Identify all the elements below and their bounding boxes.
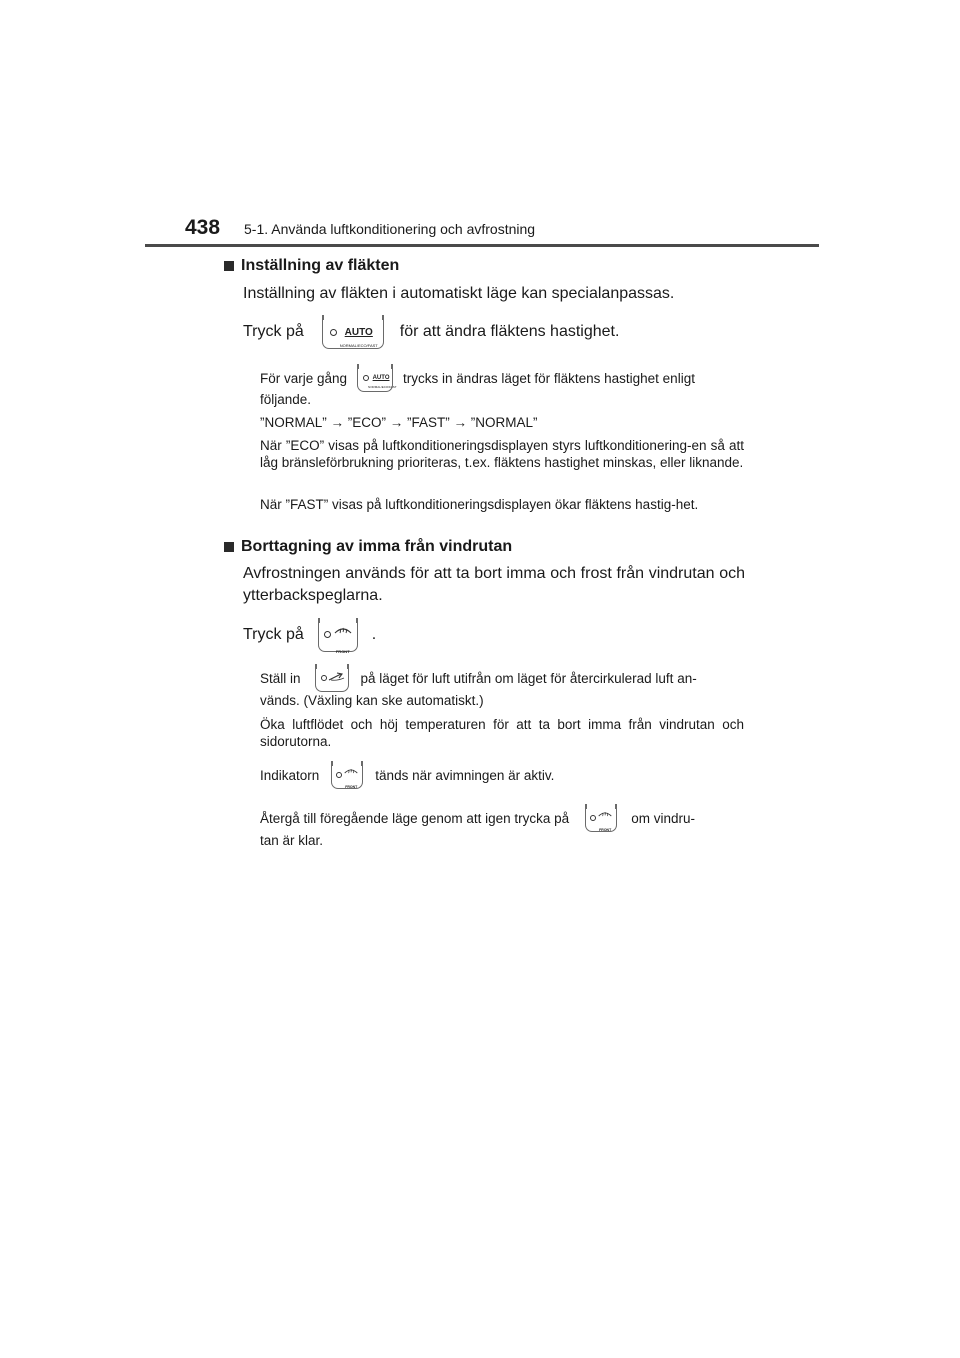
- fan-press-suffix: för att ändra fläktens hastighet.: [399, 323, 620, 340]
- fan-press-prefix: Tryck på: [243, 323, 304, 340]
- front-defroster-button-icon: [331, 761, 363, 789]
- indicator-suffix: tänds när avimningen är aktiv.: [375, 767, 555, 783]
- section-bullet-icon: [224, 542, 234, 552]
- fan-speed-sequence: ”NORMAL” → ”ECO” → ”FAST” → ”NORMAL”: [260, 415, 538, 430]
- defog-note1-prefix: Ställ in: [260, 670, 301, 686]
- return-prefix: Återgå till föregående läge genom att igen trycka på: [260, 810, 570, 826]
- auto-button-label: AUTO: [344, 327, 373, 338]
- fan-section-heading: [224, 257, 399, 275]
- defog-note1-suffix: på läget för luft utifrån om läget för återcirkulerad luft an-: [360, 670, 697, 686]
- header-divider: [145, 244, 819, 247]
- fan-intro: Inställning av fläkten i automatiskt läge kan specialanpassas.: [243, 285, 675, 302]
- defog-intro: Avfrostningen används för att ta bort imma och frost från vindrutan och ytterbackspeglarna.: [243, 565, 745, 604]
- indicator-line: [260, 761, 554, 789]
- defog-note1-cont: vänds. (Växling kan ske automatiskt.): [260, 693, 484, 708]
- front-button-label: FRONT: [335, 649, 350, 654]
- front-button-label-small: FRONT: [599, 828, 612, 832]
- return-suffix: om vindru-: [631, 810, 695, 826]
- auto-fan-button-icon: [357, 364, 397, 392]
- defog-press-suffix: .: [371, 626, 377, 643]
- outside-air-button-icon: [315, 664, 349, 692]
- defog-press-prefix: Tryck på: [243, 626, 304, 643]
- defroster-symbol-icon: [333, 624, 353, 638]
- return-line: [260, 804, 695, 832]
- return-cont: tan är klar.: [260, 833, 324, 848]
- page-number: 438: [185, 216, 221, 239]
- indicator-prefix: Indikatorn: [260, 767, 320, 783]
- fan-press-line: [243, 315, 619, 349]
- fan-note1-prefix: För varje gång: [260, 370, 348, 386]
- front-defroster-button-icon: [585, 804, 617, 832]
- auto-button-sublabel-small: NORMAL/ECO/FAST: [368, 385, 397, 389]
- fan-note1-cont: följande.: [260, 392, 312, 407]
- fan-note1-line: [260, 364, 695, 392]
- front-button-label-small: FRONT: [345, 785, 358, 789]
- auto-button-label-small: AUTO: [372, 375, 390, 381]
- defog-press-line: [243, 618, 376, 652]
- outside-air-symbol-icon: [328, 672, 346, 682]
- defog-note2: Öka luftflödet och höj temperaturen för att ta bort imma från vindrutan och sidorutorna.: [260, 717, 744, 749]
- front-defroster-button-icon: [318, 618, 358, 652]
- section-bullet-icon: [224, 261, 234, 271]
- defroster-symbol-icon: [343, 766, 359, 777]
- fan-note1-suffix: trycks in ändras läget för fläktens hastighet enligt: [403, 370, 695, 386]
- auto-button-sublabel: NORMAL/ECO/FAST: [339, 343, 378, 348]
- eco-note: När ”ECO” visas på luftkonditioneringsdisplayen styrs luftkonditionering-en så att låg bränsleförbrukning prioriteras, t.ex. fläktens hastighet minskas, eller liknande.: [260, 438, 744, 470]
- fast-note: När ”FAST” visas på luftkonditioneringsdisplayen ökar fläktens hastig-het.: [260, 497, 699, 512]
- chapter-title: 5-1. Använda luftkonditionering och avfrostning: [244, 221, 536, 237]
- defog-note1-line: [260, 664, 697, 692]
- defog-section-heading: [224, 538, 512, 556]
- fan-heading-text: Inställning av fläkten: [241, 257, 400, 274]
- defog-heading-text: Borttagning av imma från vindrutan: [241, 538, 513, 555]
- auto-fan-button-icon: [322, 315, 384, 349]
- defroster-symbol-icon: [597, 809, 613, 820]
